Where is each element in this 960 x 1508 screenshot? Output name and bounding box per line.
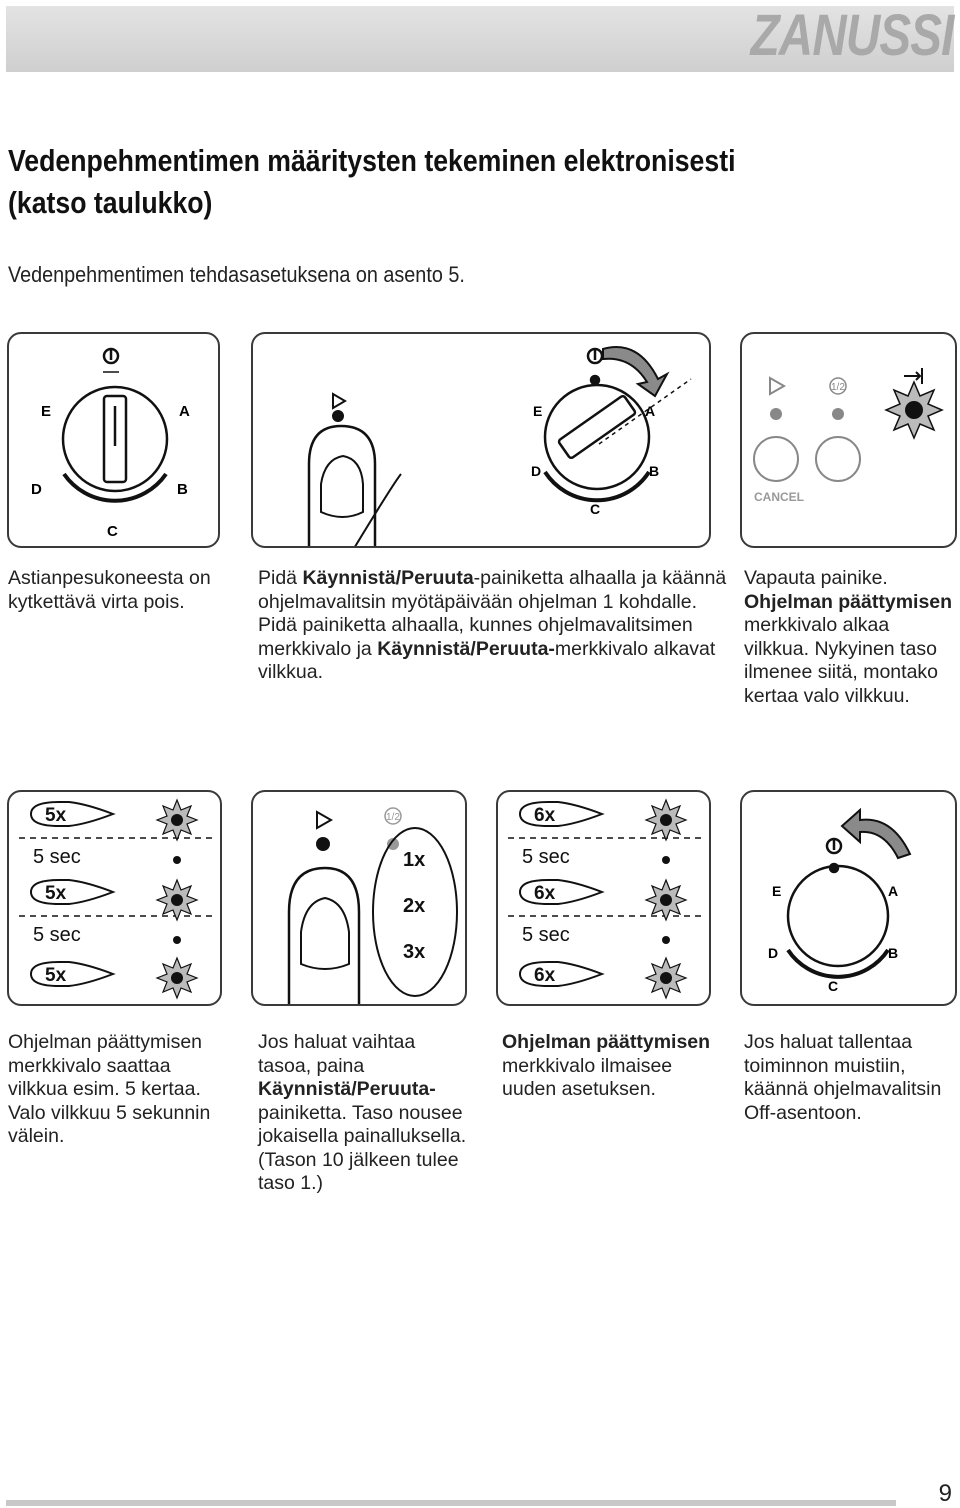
page-number: 9 bbox=[938, 1480, 952, 1507]
svg-text:6x: 6x bbox=[534, 965, 556, 986]
svg-text:3x: 3x bbox=[403, 941, 426, 963]
panel-blink-sequence-6x bbox=[496, 790, 711, 1006]
flashing-light-icon bbox=[646, 958, 686, 998]
svg-text:B: B bbox=[888, 945, 899, 961]
step4-caption: Ohjelman päättymisen merkkivalo saattaa vilkkua esim. 5 kertaa. Valo vilkkuu 5 sekunnin välein. bbox=[8, 1031, 211, 1147]
flashing-light-icon bbox=[646, 800, 686, 840]
svg-text:5 sec: 5 sec bbox=[522, 846, 570, 868]
intro-text: Vedenpehmentimen tehdasasetuksena on asento 5. bbox=[8, 262, 465, 287]
step3-caption: Vapauta painike. Ohjelman päättymisen merkkivalo alkaa vilkkua. Nykyinen taso ilmenee siitä, montako kertaa valo vilkkuu. bbox=[744, 567, 953, 707]
svg-text:6x: 6x bbox=[534, 805, 556, 826]
start-icon bbox=[770, 378, 784, 394]
svg-text:E: E bbox=[772, 883, 782, 899]
svg-text:6x: 6x bbox=[534, 883, 556, 904]
step5-caption: Jos haluat vaihtaa tasoa, paina Käynnistä/Peruuta-painiketta. Taso nousee jokaisella painalluksella. (Tason 10 jälkeen tulee taso 1.) bbox=[258, 1031, 467, 1194]
svg-text:C: C bbox=[828, 978, 839, 994]
panel-blink-sequence-5x bbox=[7, 790, 222, 1006]
step2-caption: Pidä Käynnistä/Peruuta-painiketta alhaalla ja käännä ohjelmavalitsin myötäpäivään ohjelman 1 kohdalle. Pidä painiketta alhaalla, kunnes ohjelmavalitsimen merkkivalo ja Käynnistä/Peruuta-merkkivalo alkavat vilkkua. bbox=[258, 567, 727, 683]
step1-caption: Astianpesukoneesta on kytkettävä virta pois. bbox=[8, 567, 211, 613]
start-cancel-icon bbox=[333, 394, 345, 421]
program-dial-icon bbox=[545, 349, 691, 500]
svg-text:CANCEL: CANCEL bbox=[754, 490, 804, 504]
svg-text:E: E bbox=[533, 403, 543, 419]
start-icon bbox=[317, 812, 331, 828]
step7-caption: Jos haluat tallentaa toiminnon muistiin, käännä ohjelmavalitsin Off-asentoon. bbox=[744, 1031, 942, 1124]
step6-caption: Ohjelman päättymisen merkkivalo ilmaisee uuden asetuksen. bbox=[502, 1031, 711, 1100]
svg-text:1/2: 1/2 bbox=[386, 812, 400, 823]
svg-text:5 sec: 5 sec bbox=[522, 924, 570, 946]
svg-text:5x: 5x bbox=[45, 883, 67, 904]
panel-press-and-turn bbox=[251, 332, 711, 548]
svg-text:C: C bbox=[590, 501, 601, 517]
svg-text:5x: 5x bbox=[45, 805, 67, 826]
svg-text:5x: 5x bbox=[45, 965, 67, 986]
finger-press-icon bbox=[309, 426, 401, 548]
rotate-back-arrow-icon bbox=[842, 810, 910, 858]
svg-text:B: B bbox=[177, 481, 188, 498]
panel-buttons-flashing bbox=[740, 332, 957, 548]
panel-press-count bbox=[251, 790, 467, 1006]
svg-text:A: A bbox=[888, 883, 899, 899]
svg-text:A: A bbox=[645, 403, 656, 419]
flashing-light-icon bbox=[646, 880, 686, 920]
finger-press-icon bbox=[289, 868, 359, 1006]
svg-text:2x: 2x bbox=[403, 895, 426, 917]
start-light bbox=[316, 837, 330, 851]
svg-text:B: B bbox=[649, 463, 660, 479]
svg-text:1x: 1x bbox=[403, 849, 426, 871]
program-dial-icon bbox=[788, 839, 888, 977]
flashing-light-icon bbox=[157, 880, 197, 920]
footer-bar bbox=[6, 1500, 896, 1506]
svg-text:C: C bbox=[107, 523, 118, 540]
half-load-light bbox=[832, 408, 844, 420]
start-cancel-button bbox=[754, 437, 798, 481]
page-title: Vedenpehmentimen määritysten tekeminen elektronisesti (katso taulukko) bbox=[8, 143, 736, 220]
end-indicator-flashing-icon bbox=[886, 368, 942, 438]
start-light bbox=[770, 408, 782, 420]
half-load-button bbox=[816, 437, 860, 481]
flashing-light-icon bbox=[157, 800, 197, 840]
brand-logo: ZANUSSI bbox=[750, 3, 954, 68]
flashing-light-icon bbox=[157, 958, 197, 998]
program-dial-icon bbox=[63, 349, 167, 501]
svg-text:A: A bbox=[179, 403, 190, 420]
svg-text:D: D bbox=[31, 481, 42, 498]
svg-text:E: E bbox=[41, 403, 52, 420]
svg-text:D: D bbox=[768, 945, 779, 961]
panel-dial-off bbox=[7, 332, 220, 548]
svg-text:1/2: 1/2 bbox=[831, 382, 845, 393]
svg-text:5 sec: 5 sec bbox=[33, 924, 81, 946]
svg-text:D: D bbox=[531, 463, 542, 479]
panel-dial-return-off bbox=[740, 790, 957, 1006]
svg-text:5 sec: 5 sec bbox=[33, 846, 81, 868]
